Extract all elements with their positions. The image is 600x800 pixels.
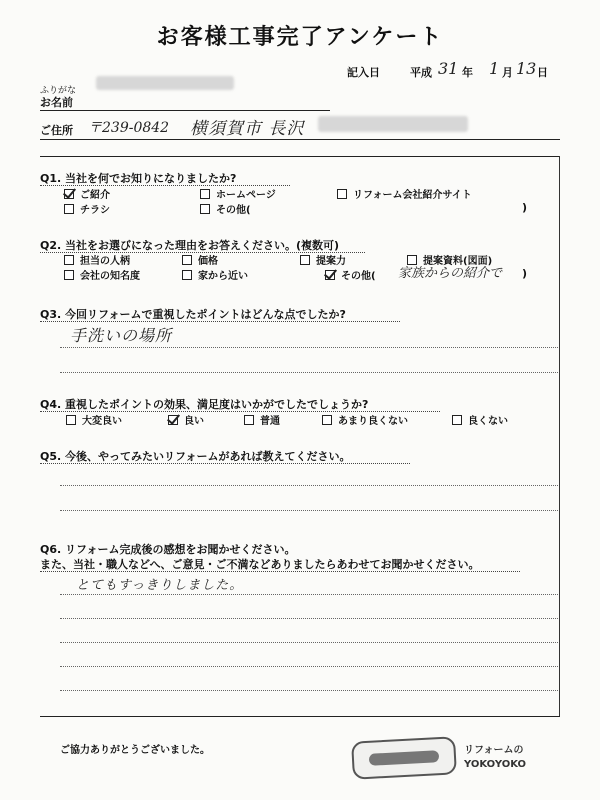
q3-question: Q3. 今回リフォームで重視したポイントはどんな点でしたか?: [40, 308, 346, 321]
checkbox[interactable]: [64, 204, 74, 214]
checkbox[interactable]: [322, 415, 332, 425]
checkbox[interactable]: [300, 255, 310, 265]
answer-line: [60, 666, 558, 667]
fill-date-year: 31: [438, 59, 459, 78]
logo-line1: リフォームの: [464, 745, 524, 756]
checkbox[interactable]: [66, 415, 76, 425]
frame-right: [559, 156, 560, 716]
fill-date-label: 記入日: [347, 66, 380, 79]
q6-question-line2: また、当社・職人などへ、ご意見・ご不満などありましたらあわせてお聞かせください。: [40, 558, 480, 571]
answer-line: [60, 618, 558, 619]
q6-question: Q6. リフォーム完成後の感想をお聞かせください。: [40, 543, 296, 556]
answer-line: [60, 485, 558, 486]
answer-line: [60, 642, 558, 643]
furigana-label: ふりがな: [40, 86, 77, 96]
q1-option-homepage[interactable]: ホームページ: [200, 186, 276, 201]
address-text: 横須賀市 長沢: [190, 119, 305, 139]
address-redacted: [318, 116, 468, 132]
q6-answer: とてもすっきりしました。: [76, 578, 244, 593]
q2-option-staff[interactable]: 担当の人柄: [64, 252, 130, 267]
q1-question: Q1. 当社を何でお知りになりましたか?: [40, 172, 237, 185]
q4-option-average[interactable]: 普通: [244, 412, 280, 427]
furigana-redacted: [96, 76, 234, 90]
checkbox[interactable]: [182, 270, 192, 280]
answer-line: [60, 594, 558, 595]
q2-question: Q2. 当社をお選びになった理由をお答えください。(複数可): [40, 239, 340, 252]
q2-option-name-recognition[interactable]: 会社の知名度: [64, 267, 140, 282]
logo-line2: YOKOYOKO: [464, 759, 527, 770]
fill-date-era: 平成: [410, 66, 432, 79]
answer-line: [60, 690, 558, 691]
thanks-message: ご協力ありがとうございました。: [60, 745, 210, 756]
checkbox[interactable]: [182, 255, 192, 265]
q2-other-text: 家族からの紹介で: [398, 266, 503, 281]
q4-option-very-good[interactable]: 大変良い: [66, 412, 122, 427]
q2-option-proposal[interactable]: 提案力: [300, 252, 346, 267]
name-underline: [40, 110, 330, 111]
q4-option-not-so-good[interactable]: あまり良くない: [322, 412, 408, 427]
answer-line: [60, 372, 558, 373]
logo-mark-icon: [351, 736, 457, 779]
checkbox[interactable]: [64, 270, 74, 280]
q1-close-paren: ): [522, 201, 528, 214]
q2-close-paren: ): [522, 267, 528, 280]
q2-option-other[interactable]: その他(: [325, 267, 376, 282]
answer-line: [60, 510, 558, 511]
address-label: ご住所: [40, 124, 73, 137]
q1-option-referral[interactable]: ご紹介: [64, 186, 110, 201]
address-postal: 〒239-0842: [88, 120, 170, 136]
checkbox-checked[interactable]: [325, 270, 335, 280]
checkbox[interactable]: [337, 189, 347, 199]
checkbox[interactable]: [452, 415, 462, 425]
frame-top: [40, 156, 560, 157]
q3-underline: [40, 321, 400, 322]
name-label: お名前: [40, 96, 73, 109]
q4-option-good[interactable]: 良い: [168, 412, 204, 427]
checkbox[interactable]: [200, 204, 210, 214]
fill-date-month-label: 月: [502, 66, 513, 79]
q5-underline: [40, 463, 410, 464]
q6-underline: [40, 571, 520, 572]
q5-question: Q5. 今後、やってみたいリフォームがあれば教えてください。: [40, 450, 351, 463]
fill-date-year-label: 年: [462, 66, 473, 79]
q1-option-referral-site[interactable]: リフォーム会社紹介サイト: [337, 186, 472, 201]
q1-option-flyer[interactable]: チラシ: [64, 201, 110, 216]
q4-option-bad[interactable]: 良くない: [452, 412, 508, 427]
checkbox-checked[interactable]: [64, 189, 74, 199]
q2-option-close-by[interactable]: 家から近い: [182, 267, 248, 282]
checkbox[interactable]: [244, 415, 254, 425]
checkbox[interactable]: [64, 255, 74, 265]
company-logo: [352, 736, 582, 780]
answer-line: [60, 347, 558, 348]
checkbox[interactable]: [200, 189, 210, 199]
checkbox-checked[interactable]: [168, 415, 178, 425]
address-underline: [40, 139, 560, 140]
fill-date-day: 13: [516, 59, 537, 78]
frame-bottom: [40, 716, 560, 717]
q2-option-price[interactable]: 価格: [182, 252, 218, 267]
q4-question: Q4. 重視したポイントの効果、満足度はいかがでしたでしょうか?: [40, 398, 369, 411]
fill-date-month: 1: [489, 59, 500, 78]
q1-option-other[interactable]: その他(: [200, 201, 251, 216]
q3-answer: 手洗いの場所: [70, 326, 173, 345]
page-title: お客様工事完了アンケート: [156, 25, 444, 50]
q2-option-proposal-docs[interactable]: 提案資料(図面): [407, 252, 492, 267]
fill-date-day-label: 日: [537, 66, 548, 79]
